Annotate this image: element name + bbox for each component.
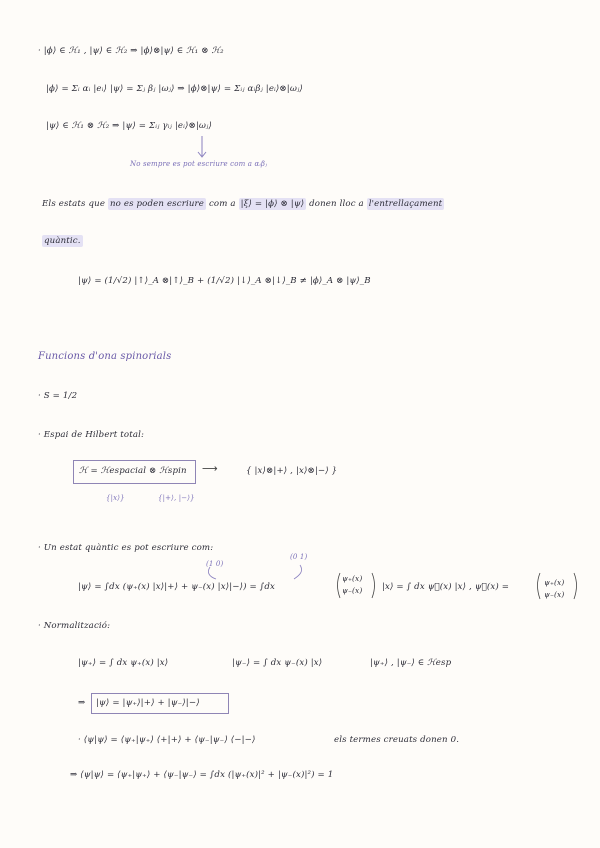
- hilbert-definition: ℋ = ℋespacial ⊗ ℋspin: [79, 466, 187, 476]
- line-state-integral-b: |x⟩ = ∫ dx ψ⃗(x) |x⟩ , ψ⃗(x) =: [382, 582, 510, 592]
- note-down-vector: (0 1): [290, 553, 308, 561]
- column-top-2: ψ₊(x): [544, 578, 565, 587]
- line-entanglement-2: [42, 236, 83, 246]
- column-bottom-2: ψ₋(x): [544, 590, 565, 599]
- note-spin-basis: {|+⟩, |−⟩}: [158, 494, 195, 502]
- entanglement-highlight-2: |ξ⟩ = |ϕ⟩ ⊗ |ψ⟩: [240, 199, 305, 209]
- entanglement-highlight-4: quàntic.: [44, 236, 81, 246]
- boxed-prefix: ⇒: [78, 698, 86, 708]
- line-bell-state: |ψ⟩ = (1/√2) |↑⟩_A ⊗|↑⟩_B + (1/√2) |↓⟩_A ⊗|↓⟩_B ≠ |ϕ⟩_A ⊗ |ψ⟩_B: [78, 276, 371, 286]
- line-psi-minus: |ψ₋⟩ = ∫ dx ψ₋(x) |x⟩: [232, 658, 323, 668]
- entanglement-highlight-1: no es poden escriure: [109, 199, 205, 209]
- column-top-1: ψ₊(x): [342, 574, 363, 583]
- line-spin-half: · S = 1/2: [38, 391, 78, 401]
- section-heading: Funcions d'ona spinorials: [38, 351, 172, 362]
- line-inner-product: · ⟨ψ|ψ⟩ = ⟨ψ₊|ψ₊⟩ ⟨+|+⟩ + ⟨ψ₋|ψ₋⟩ ⟨−|−⟩: [78, 735, 256, 745]
- annotation-arrows: [200, 563, 320, 583]
- line-quantum-state: · Un estat quàntic es pot escriure com:: [38, 543, 214, 553]
- note-up-vector: (1 0): [206, 560, 224, 568]
- hilbert-basis: { |x⟩⊗|+⟩ , |x⟩⊗|−⟩ }: [246, 466, 338, 476]
- line-psi-membership: |ψ₊⟩ , |ψ₋⟩ ∈ ℋesp: [370, 658, 452, 668]
- boxed-equation: |ψ⟩ = |ψ₊⟩|+⟩ + |ψ₋⟩|−⟩: [96, 698, 200, 708]
- line-state-integral-a: |ψ⟩ = ∫dx (ψ₊(x) |x⟩|+⟩ + ψ₋(x) |x⟩|−⟩) = ∫dx: [78, 582, 276, 592]
- line-entanglement-1: [42, 199, 444, 209]
- column-bottom-1: ψ₋(x): [342, 586, 363, 595]
- line-tensor-product: · |ϕ⟩ ∈ ℋ₁ , |ψ⟩ ∈ ℋ₂ ⇒ |ϕ⟩⊗|ψ⟩ ∈ ℋ₁ ⊗ ℋ₂: [38, 46, 224, 56]
- line-general-state: |ψ⟩ ∈ ℋ₁ ⊗ ℋ₂ ⇒ |ψ⟩ = Σᵢⱼ γᵢⱼ |eᵢ⟩⊗|ωⱼ⟩: [46, 121, 212, 131]
- line-final-normalization: ⇒ ⟨ψ|ψ⟩ = ⟨ψ₊|ψ₊⟩ + ⟨ψ₋|ψ₋⟩ = ∫dx (|ψ₊(x)|² + |ψ₋(x)|²) = 1: [70, 770, 334, 780]
- note-position-basis: {|x⟩}: [106, 494, 125, 502]
- line-expansions: |ϕ⟩ = Σᵢ αᵢ |eᵢ⟩ |ψ⟩ = Σⱼ βⱼ |ωⱼ⟩ ⇒ |ϕ⟩⊗|ψ⟩ = Σᵢⱼ αᵢβⱼ |eᵢ⟩⊗|ωⱼ⟩: [46, 84, 303, 94]
- entanglement-highlight-3: l'entrellaçament: [368, 199, 443, 209]
- note-not-always: No sempre es pot escriure com a αᵢβⱼ: [130, 160, 268, 168]
- line-hilbert-space: · Espai de Hilbert total:: [38, 430, 145, 440]
- column-brackets: [334, 572, 594, 602]
- line-cross-terms: els termes creuats donen 0.: [334, 735, 460, 745]
- right-arrow-icon: ⟶: [202, 462, 218, 475]
- entanglement-text-a: Els estats que: [42, 199, 106, 209]
- line-psi-plus: |ψ₊⟩ = ∫ dx ψ₊(x) |x⟩: [78, 658, 169, 668]
- entanglement-text-e: donen lloc a: [309, 199, 364, 209]
- line-normalization: · Normalització:: [38, 621, 111, 631]
- entanglement-text-c: com a: [208, 199, 236, 209]
